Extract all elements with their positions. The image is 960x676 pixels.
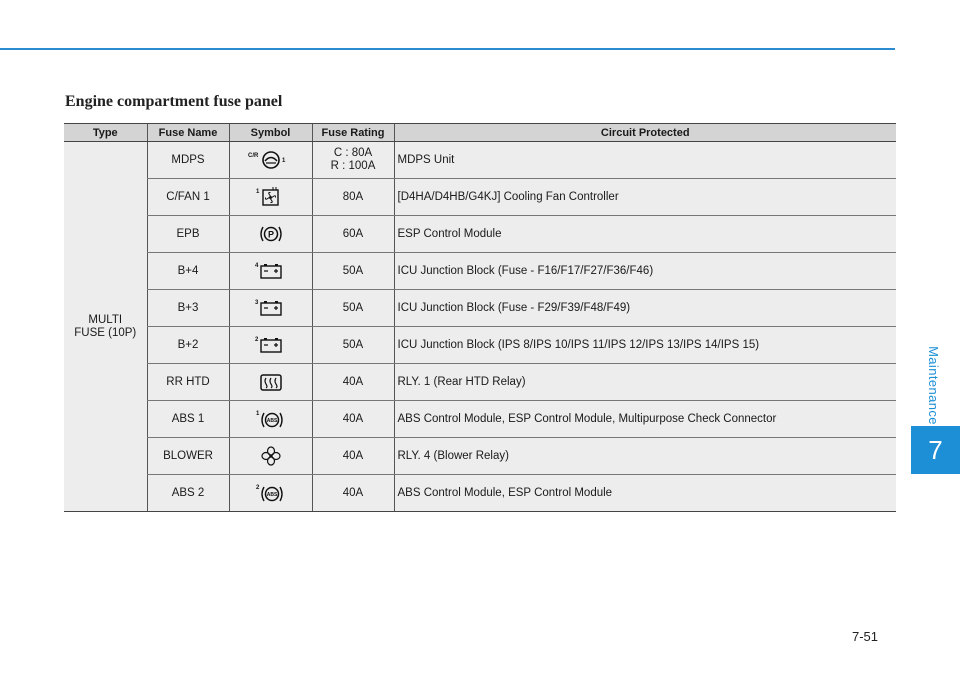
- battery-icon: [251, 334, 291, 356]
- abs-icon: [251, 482, 291, 504]
- battery-symbol-prefix: 3: [254, 300, 258, 306]
- mdps-symbol-prefix: C/R: [247, 153, 258, 159]
- symbol-cell: [229, 401, 312, 438]
- circuit-cell: ICU Junction Block (IPS 8/IPS 10/IPS 11/IPS 12/IPS 13/IPS 14/IPS 15): [394, 327, 896, 364]
- symbol-cell: [229, 438, 312, 475]
- fuse-rating-line-1: C : 80A: [333, 147, 373, 159]
- table-row: [64, 216, 896, 253]
- fuse-rating-cell: 40A: [312, 475, 394, 512]
- symbol-cell: [229, 364, 312, 401]
- side-chapter-label-text: Maintenance: [925, 345, 941, 425]
- table-row: [64, 253, 896, 290]
- type-line-1: MULTI: [88, 313, 123, 326]
- fuse-name-cell: RR HTD: [147, 364, 229, 401]
- fuse-table: [64, 123, 896, 512]
- fuse-rating-cell: 40A: [312, 401, 394, 438]
- fuse-name-cell: B+4: [147, 253, 229, 290]
- circuit-cell: ABS Control Module, ESP Control Module, Multipurpose Check Connector: [394, 401, 896, 438]
- battery-icon: [251, 297, 291, 319]
- symbol-cell: [229, 216, 312, 253]
- abs-icon: [251, 408, 291, 430]
- header-fuse-name: Fuse Name: [147, 124, 229, 142]
- section-title: Engine compartment fuse panel: [65, 93, 283, 110]
- header-type: Type: [64, 124, 147, 142]
- header-circuit: Circuit Protected: [394, 124, 896, 142]
- abs-symbol-prefix: 1: [255, 411, 259, 417]
- table-row: [64, 179, 896, 216]
- abs-symbol-text: ABS: [266, 418, 277, 424]
- fuse-rating-line-2: R : 100A: [330, 160, 376, 172]
- fuse-name-cell: B+3: [147, 290, 229, 327]
- fuse-name-cell: ABS 1: [147, 401, 229, 438]
- fuse-rating-cell: 50A: [312, 253, 394, 290]
- battery-symbol-prefix: 4: [254, 263, 258, 269]
- type-cell: [64, 142, 147, 512]
- symbol-cell: [229, 142, 312, 179]
- battery-symbol-prefix: 2: [254, 337, 258, 343]
- circuit-cell: MDPS Unit: [394, 142, 896, 179]
- fuse-name-cell: MDPS: [147, 142, 229, 179]
- symbol-cell: [229, 327, 312, 364]
- battery-icon: [251, 260, 291, 282]
- cooling-fan-icon: [251, 186, 291, 208]
- table-row: [64, 401, 896, 438]
- header-rule: [0, 48, 895, 50]
- table-row: [64, 327, 896, 364]
- fuse-name-cell: EPB: [147, 216, 229, 253]
- parking-brake-symbol-text: P: [267, 229, 274, 240]
- fuse-name-cell: ABS 2: [147, 475, 229, 512]
- table-header-row: [64, 124, 896, 142]
- fuse-rating-cell: 40A: [312, 364, 394, 401]
- rear-defroster-icon: [251, 371, 291, 393]
- symbol-cell: [229, 290, 312, 327]
- table-row: [64, 438, 896, 475]
- abs-symbol-text: ABS: [266, 492, 277, 498]
- parking-brake-icon: [251, 223, 291, 245]
- fuse-rating-cell: [312, 142, 394, 179]
- fuse-rating-cell: 50A: [312, 327, 394, 364]
- circuit-cell: ICU Junction Block (Fuse - F29/F39/F48/F49): [394, 290, 896, 327]
- table-row: [64, 290, 896, 327]
- table-row: [64, 142, 896, 179]
- table-row: [64, 475, 896, 512]
- circuit-cell: ABS Control Module, ESP Control Module: [394, 475, 896, 512]
- fuse-rating-cell: 50A: [312, 290, 394, 327]
- circuit-cell: RLY. 1 (Rear HTD Relay): [394, 364, 896, 401]
- table-row: [64, 364, 896, 401]
- symbol-cell: [229, 253, 312, 290]
- header-fuse-rating: Fuse Rating: [312, 124, 394, 142]
- circuit-cell: ESP Control Module: [394, 216, 896, 253]
- abs-symbol-prefix: 2: [255, 485, 259, 491]
- blower-fan-icon: [251, 445, 291, 467]
- fuse-name-cell: BLOWER: [147, 438, 229, 475]
- type-line-2: FUSE (10P): [74, 326, 137, 339]
- mdps-symbol-suffix: 1: [281, 158, 285, 164]
- symbol-cell: [229, 475, 312, 512]
- circuit-cell: RLY. 4 (Blower Relay): [394, 438, 896, 475]
- fuse-rating-cell: 60A: [312, 216, 394, 253]
- header-symbol: Symbol: [229, 124, 312, 142]
- cooling-fan-symbol-prefix: 1: [255, 189, 259, 195]
- circuit-cell: [D4HA/D4HB/G4KJ] Cooling Fan Controller: [394, 179, 896, 216]
- mdps-icon: [248, 149, 294, 171]
- chapter-tab: 7: [911, 426, 960, 474]
- symbol-cell: [229, 179, 312, 216]
- fuse-name-cell: B+2: [147, 327, 229, 364]
- fuse-rating-cell: 80A: [312, 179, 394, 216]
- circuit-cell: ICU Junction Block (Fuse - F16/F17/F27/F36/F46): [394, 253, 896, 290]
- fuse-name-cell: C/FAN 1: [147, 179, 229, 216]
- page-number: 7-51: [852, 629, 879, 644]
- fuse-rating-cell: 40A: [312, 438, 394, 475]
- side-chapter-label: [913, 340, 953, 430]
